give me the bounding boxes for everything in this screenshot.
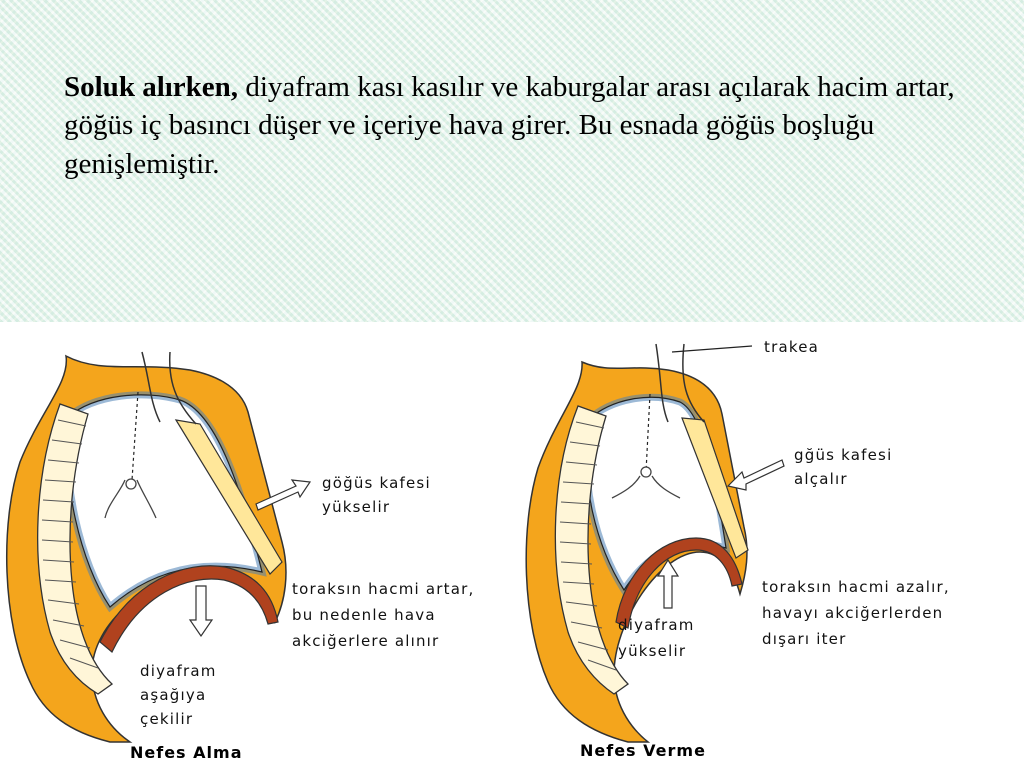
breathing-diagram-svg (0, 322, 1024, 768)
inhale-caption: Nefes Alma (130, 743, 243, 762)
inhale-ribcage-label: göğüs kafesi yükselir (322, 474, 431, 516)
intro-body-text: diyafram kası kasılır ve kaburgalar arası açılarak hacim artar, göğüs iç basıncı düşer ve içeriye hava girer. Bu esnada göğüs boşluğu genişlemiştir. (64, 71, 955, 180)
breathing-diagram (0, 322, 1024, 768)
inhale-volume-label: toraksın hacmi artar, bu nedenle hava akciğerlere alınır (292, 580, 475, 650)
intro-bold-lead: Soluk alırken, (64, 71, 239, 103)
exhale-trachea-label: trakea (764, 338, 820, 356)
inhale-diaphragm-label: diyafram aşağıya çekilir (140, 662, 217, 728)
exhale-panel (526, 344, 784, 742)
exhale-diaphragm-label: diyafram yükselir (618, 616, 695, 660)
inhale-diaphragm-arrow (190, 586, 212, 636)
exhale-ribcage-arrow (728, 460, 784, 490)
exhale-ribcage-label: gğüs kafesi alçalır (794, 446, 893, 488)
exhale-caption: Nefes Verme (580, 741, 706, 760)
exhale-volume-label: toraksın hacmi azalır, havayı akciğerlerden dışarı iter (762, 578, 950, 648)
intro-paragraph (64, 68, 964, 183)
inhale-panel (7, 352, 310, 742)
